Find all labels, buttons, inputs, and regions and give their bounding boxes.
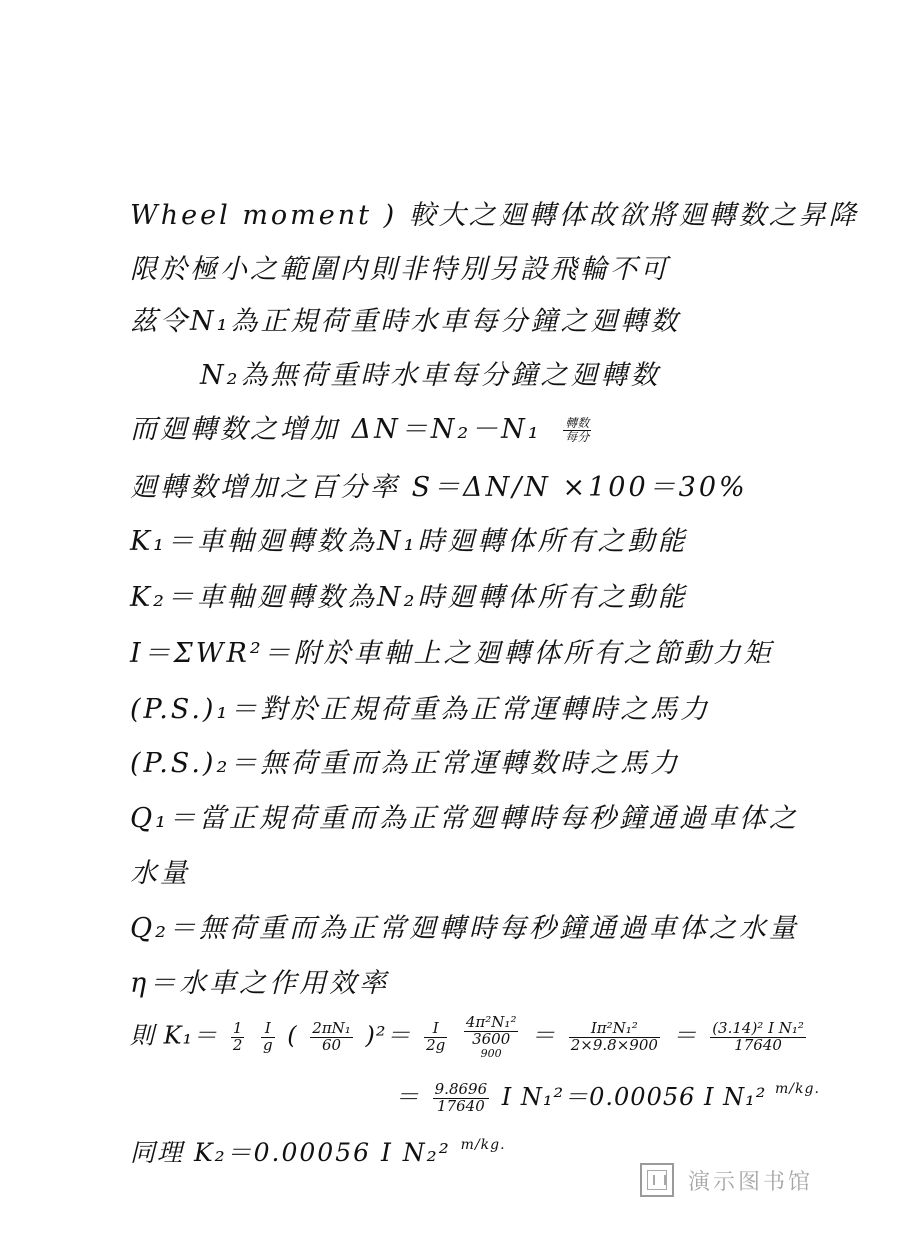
text-line-13: 水量	[130, 858, 190, 889]
formula2-unit: m/kg.	[775, 1081, 820, 1097]
text-line-1: Wheel moment ) 較大之廻轉体故欲將廻轉数之昇降	[130, 200, 859, 231]
text-line-5	[130, 416, 595, 444]
fraction-den-simplified: 900	[480, 1046, 502, 1060]
formula3-text: 同理 K₂＝0.00056 I N₂²	[130, 1138, 451, 1167]
fraction-den: 2g	[426, 1035, 446, 1054]
fraction-num: (3.14)² I N₁²	[712, 1018, 804, 1037]
fraction-angular-velocity	[310, 1018, 353, 1054]
fraction-numeric	[433, 1082, 490, 1115]
formula1-equals-2: ＝	[672, 1021, 698, 1050]
text-line-15: η＝水車之作用效率	[130, 968, 390, 999]
text-line-8: K₂＝車軸廻轉数為N₂時廻轉体所有之動能	[130, 582, 688, 613]
fraction-half	[231, 1018, 245, 1054]
text-line-7: K₁＝車軸廻轉数為N₁時廻轉体所有之動能	[130, 526, 688, 557]
fraction-den: 2×9.8×900	[570, 1035, 658, 1054]
fraction-den: 2	[232, 1035, 243, 1054]
formula2-lead: ＝	[395, 1083, 420, 1111]
text-line-10: (P.S.)₁＝對於正規荷重為正常運轉時之馬力	[130, 694, 711, 725]
text-line-5-main: 而廻轉数之增加 ΔN＝N₂－N₁	[130, 414, 542, 445]
text-line-3: 茲令N₁為正規荷重時水車每分鐘之廻轉数	[130, 306, 681, 337]
fraction-num: I	[261, 1021, 275, 1038]
text-line-14: Q₂＝無荷重而為正常廻轉時每秒鐘通過車体之水量	[130, 913, 799, 944]
formula-line-1	[130, 1015, 810, 1059]
fraction-i-over-g	[261, 1018, 275, 1054]
unit-top: 轉数	[565, 416, 590, 431]
text-line-4: N₂為無荷重時水車每分鐘之廻轉数	[200, 360, 661, 391]
formula1-equals-1: ＝	[531, 1021, 557, 1050]
formula1-lead: 則 K₁＝	[130, 1021, 219, 1050]
fraction-num: 2πN₁	[312, 1018, 351, 1037]
formula2-tail: I N₁²＝0.00056 I N₁²	[501, 1083, 767, 1111]
watermark-text: 演示图书馆	[688, 1169, 814, 1195]
formula-line-2	[395, 1082, 820, 1115]
fraction-num: 9.8696	[434, 1080, 488, 1099]
fraction-num: 1	[232, 1018, 243, 1037]
formula-line-3	[130, 1138, 506, 1165]
watermark	[640, 1163, 813, 1197]
fraction-pi-value	[710, 1018, 806, 1054]
text-line-12: Q₁＝當正規荷重而為正常廻轉時每秒鐘通過車体之	[130, 803, 799, 834]
fraction-den: g	[263, 1035, 273, 1054]
fraction-num: I	[424, 1021, 447, 1038]
text-line-6: 廻轉数增加之百分率 S＝ΔN/N ×100＝30%	[130, 472, 748, 503]
formula1-paren-close: )²＝	[365, 1021, 412, 1050]
fraction-num: Iπ²N₁²	[569, 1021, 660, 1038]
text-line-2: 限於極小之範圍内則非特別另設飛輪不可	[130, 254, 670, 285]
fraction-den: 17640	[437, 1097, 485, 1115]
fraction-pi-squared	[464, 1015, 519, 1059]
fraction-i-over-2g	[424, 1018, 447, 1054]
fraction-den: 3600	[472, 1029, 511, 1048]
unit-fraction	[563, 417, 591, 443]
fraction-g-value	[569, 1018, 660, 1054]
text-line-11: (P.S.)₂＝無荷重而為正常運轉数時之馬力	[130, 748, 681, 779]
formula3-unit: m/kg.	[460, 1137, 506, 1153]
library-seal-icon	[640, 1163, 674, 1197]
fraction-den: 17640	[734, 1035, 782, 1054]
fraction-num: 4π²N₁²	[465, 1013, 517, 1031]
fraction-den: 60	[322, 1035, 342, 1054]
text-line-9: I＝ΣWR²＝附於車軸上之廻轉体所有之節動力矩	[130, 638, 774, 669]
formula1-paren-open: (	[287, 1021, 298, 1050]
unit-bottom: 每分	[565, 430, 590, 444]
